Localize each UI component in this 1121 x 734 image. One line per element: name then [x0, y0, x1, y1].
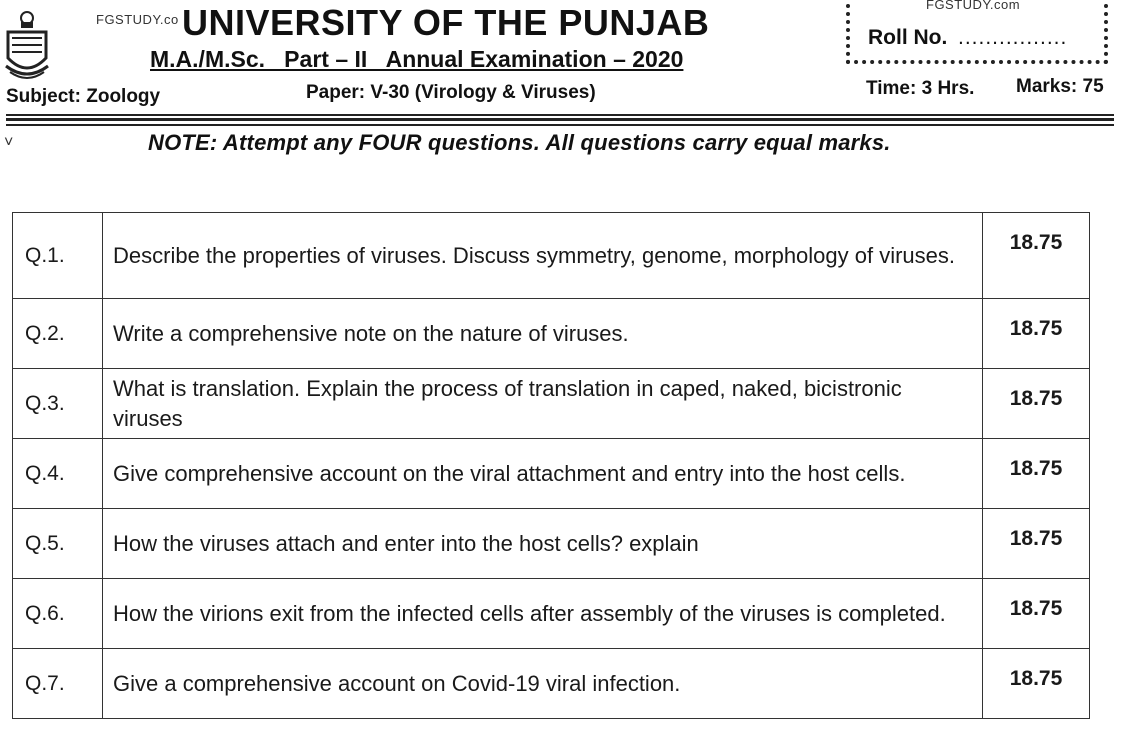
table-row [13, 649, 1090, 719]
table-row [13, 579, 1090, 649]
table-row [13, 439, 1090, 509]
question-marks: 18.75 [983, 369, 1090, 439]
question-marks: 18.75 [983, 299, 1090, 369]
question-number: Q.4. [13, 439, 103, 509]
question-marks: 18.75 [983, 509, 1090, 579]
watermark-right: FGSTUDY.com [926, 0, 1021, 12]
university-crest-logo [4, 8, 50, 80]
table-row [13, 213, 1090, 299]
subject-label: Subject: Zoology [6, 86, 161, 107]
table-row [13, 509, 1090, 579]
question-text: What is translation. Explain the process of translation in caped, naked, bicistronic viruses [103, 369, 983, 439]
question-marks: 18.75 [983, 439, 1090, 509]
watermark-left: FGSTUDY.co [96, 12, 179, 27]
question-number: Q.3. [13, 369, 103, 439]
question-number: Q.2. [13, 299, 103, 369]
question-text: Give a comprehensive account on Covid-19 viral infection. [103, 649, 983, 719]
question-text: How the virions exit from the infected cells after assembly of the viruses is completed. [103, 579, 983, 649]
header-rule-middle [6, 118, 1114, 121]
table-row [13, 369, 1090, 439]
exam-line: M.A./M.Sc. Part – II Annual Examination – 2020 [150, 46, 684, 72]
question-number: Q.7. [13, 649, 103, 719]
table-row [13, 299, 1090, 369]
question-number: Q.1. [13, 213, 103, 299]
question-text: Describe the properties of viruses. Discuss symmetry, genome, morphology of viruses. [103, 213, 983, 299]
roll-number-blank: ................ [958, 26, 1068, 49]
question-number: Q.5. [13, 509, 103, 579]
question-text: Write a comprehensive note on the nature of viruses. [103, 299, 983, 369]
university-title: UNIVERSITY OF THE PUNJAB [182, 2, 710, 43]
question-number: Q.6. [13, 579, 103, 649]
question-marks: 18.75 [983, 213, 1090, 299]
header-rule-top [6, 114, 1114, 116]
question-marks: 18.75 [983, 649, 1090, 719]
instructions-note: NOTE: Attempt any FOUR questions. All questions carry equal marks. [148, 130, 891, 155]
question-marks: 18.75 [983, 579, 1090, 649]
questions-table [12, 212, 1090, 719]
roll-number-label: Roll No. [868, 26, 948, 49]
question-text: Give comprehensive account on the viral attachment and entry into the host cells. [103, 439, 983, 509]
time-label: Time: 3 Hrs. [866, 78, 975, 99]
paper-label: Paper: V-30 (Virology & Viruses) [306, 82, 596, 103]
scan-mark: ˅ [4, 134, 14, 151]
question-text: How the viruses attach and enter into the host cells? explain [103, 509, 983, 579]
total-marks-label: Marks: 75 [1016, 76, 1104, 97]
header-rule-bottom [6, 124, 1114, 126]
